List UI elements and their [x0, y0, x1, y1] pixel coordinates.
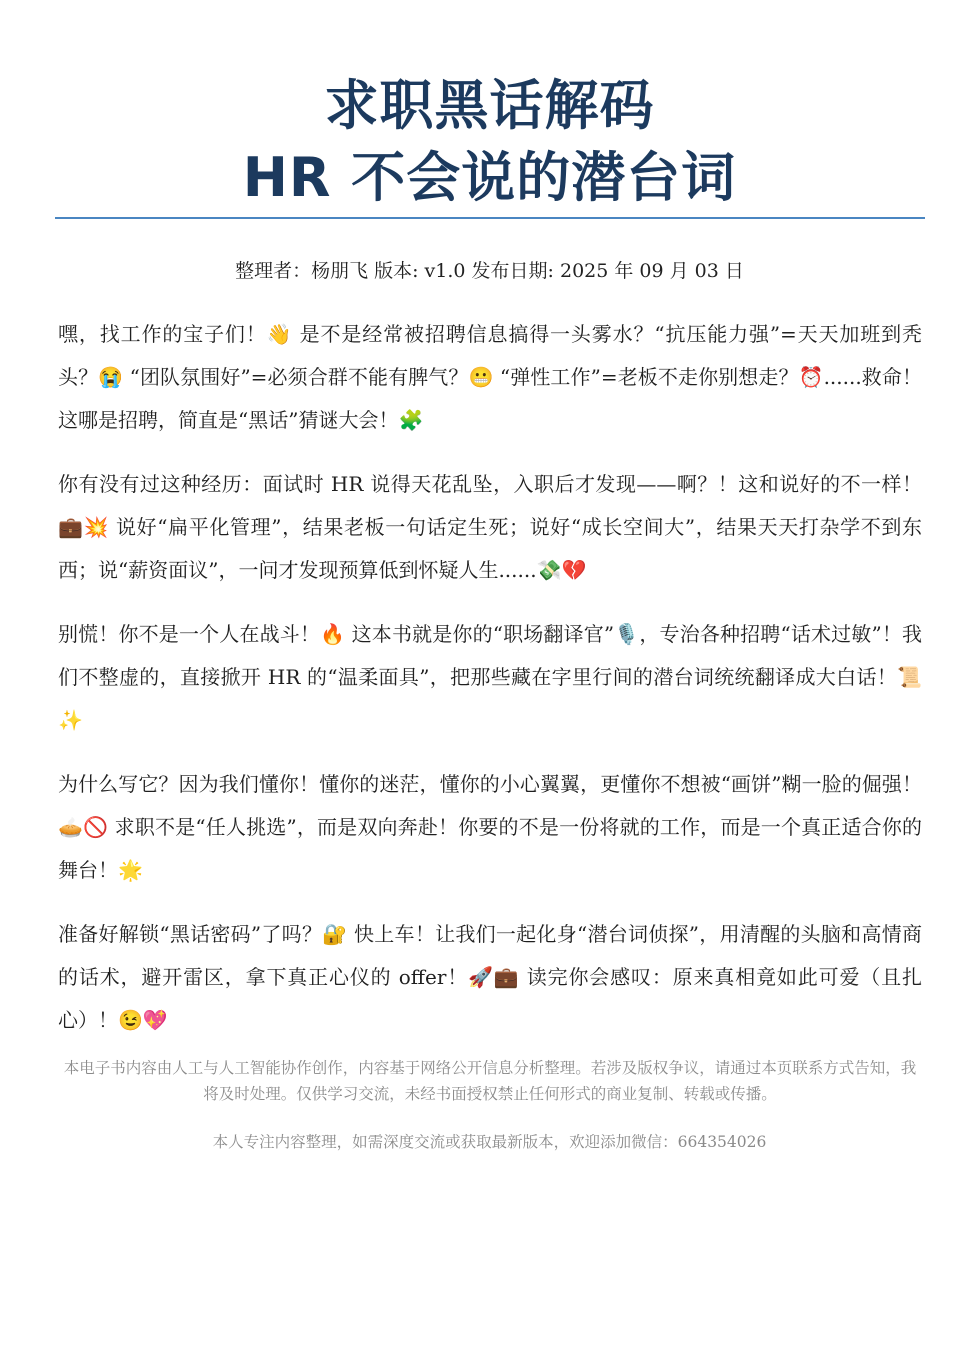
paragraph: 准备好解锁“黑话密码”了吗？🔐 快上车！让我们一起化身“潜台词侦探”，用清醒的头脑和高情商的话术，避开雷区，拿下真正心仪的 offer！🚀💼 读完你会感叹：原来真相竟如此可爱（且扎心）！😉💖: [58, 922, 922, 1032]
paragraph: 为什么写它？因为我们懂你！懂你的迷茫，懂你的小心翼翼，更懂你不想被“画饼”糊一脸的倔强！🥧🚫 求职不是“任人挑选”，而是双向奔赴！你要的不是一份将就的工作，而是一个真正适合你的舞台！🌟: [58, 772, 922, 882]
document-body: [58, 313, 922, 1063]
contact-line: 本人专注内容整理，如需深度交流或获取最新版本，欢迎添加微信：664354026: [212, 1133, 767, 1151]
paragraph: 嘿，找工作的宝子们！👋 是不是经常被招聘信息搞得一头雾水？“抗压能力强”=天天加班到秃头？😭 “团队氛围好”=必须合群不能有脾气？😬 “弹性工作”=老板不走你别想走？⏰......救命！这哪是招聘，简直是“黑话”猜谜大会！🧩: [58, 322, 922, 432]
paragraph: 你有没有过这种经历：面试时 HR 说得天花乱坠，入职后才发现——啊？！这和说好的不一样！💼💥 说好“扁平化管理”，结果老板一句话定生死；说好“成长空间大”，结果天天打杂学不到东西；说“薪资面议”，一问才发现预算低到怀疑人生......💸💔: [58, 472, 922, 582]
title-divider: [55, 217, 925, 219]
title-line-1: 求职黑话解码: [324, 74, 655, 137]
document-title: [0, 70, 979, 214]
copyright-notice: 本电子书内容由人工与人工智能协作创作，内容基于网络公开信息分析整理。若涉及版权争议，请通过本页联系方式告知，我将及时处理。仅供学习交流，未经书面授权禁止任何形式的商业复制、转载或传播。: [63, 1059, 917, 1103]
title-line-2: HR 不会说的潜台词: [242, 146, 737, 209]
paragraph: 别慌！你不是一个人在战斗！🔥 这本书就是你的“职场翻译官”🎙️，专治各种招聘“话术过敏”！我们不整虚的，直接掀开 HR 的“温柔面具”，把那些藏在字里行间的潜台词统统翻译成大白话！📜✨: [58, 622, 922, 732]
document-meta: 整理者：杨朋飞 版本: v1.0 发布日期: 2025 年 09 月 03 日: [235, 260, 744, 282]
